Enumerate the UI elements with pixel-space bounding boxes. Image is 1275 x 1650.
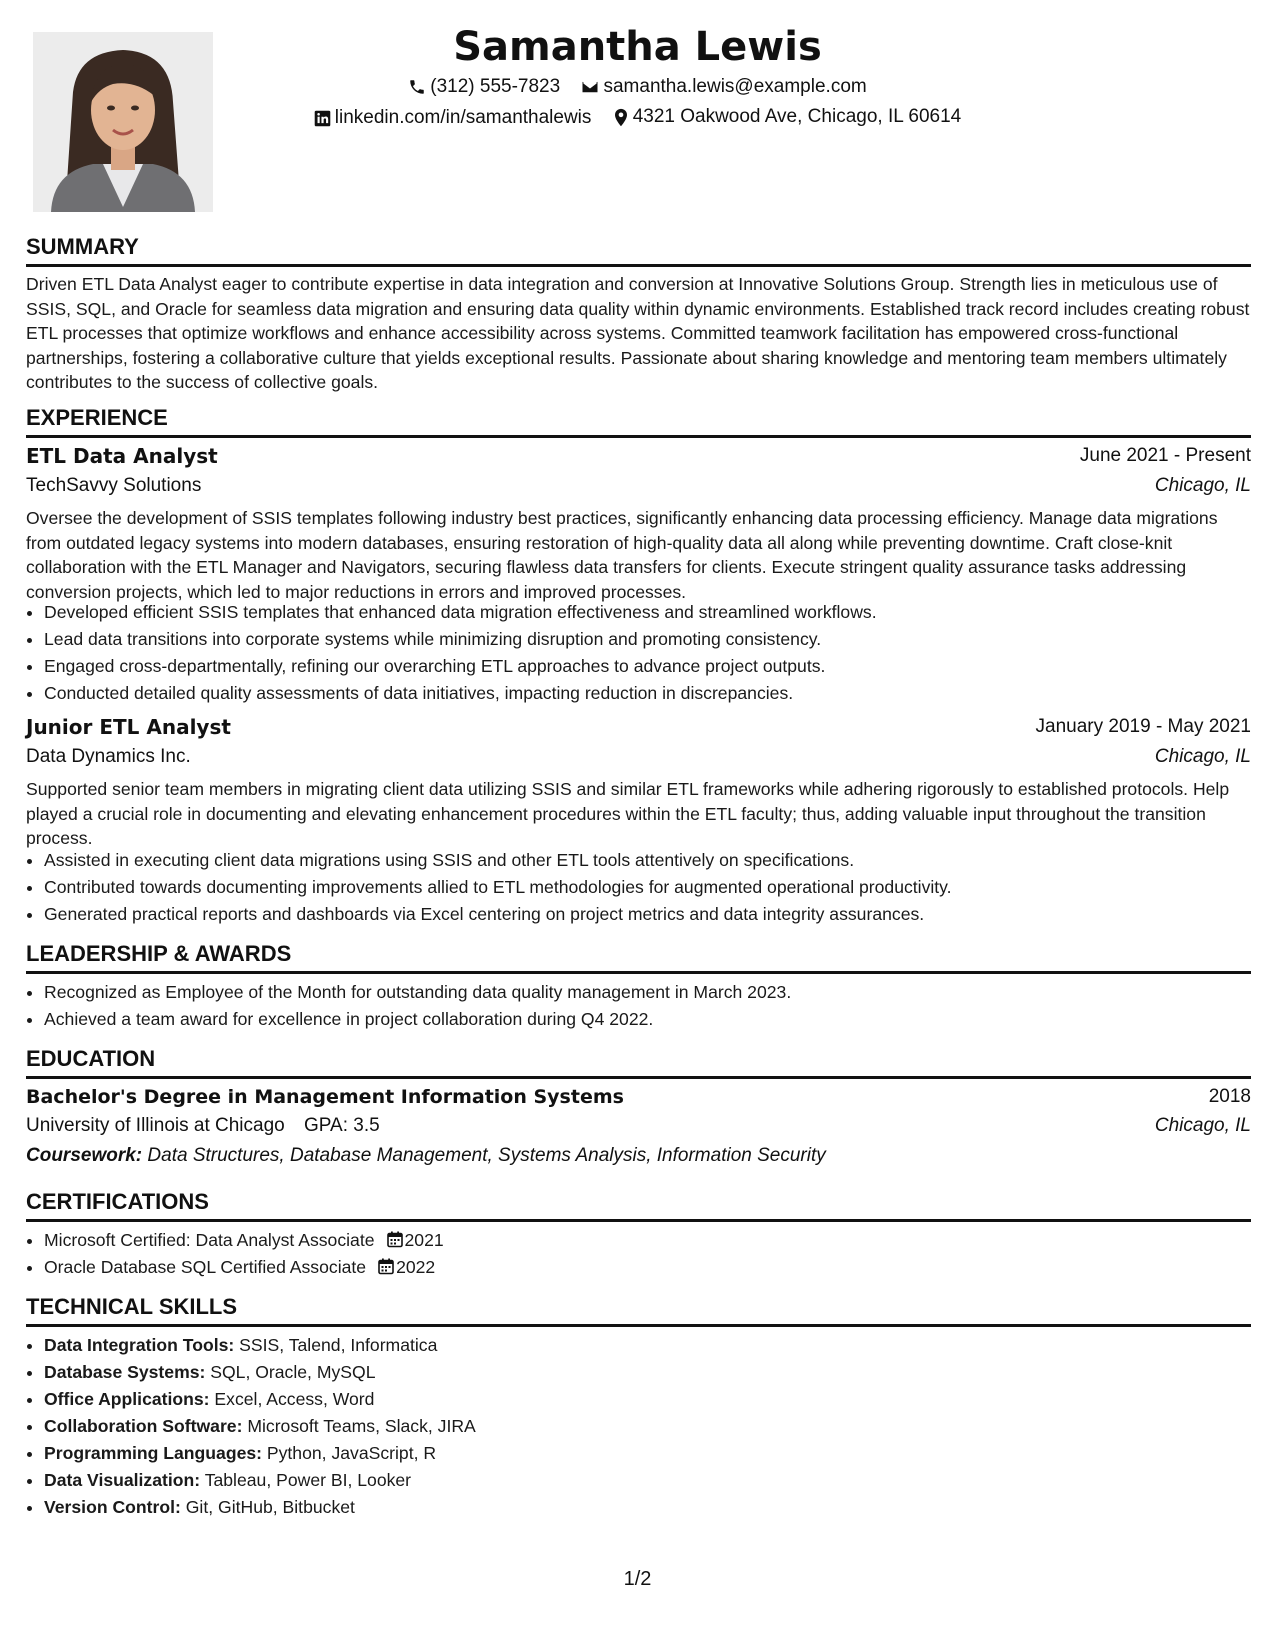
skill-value: SQL, Oracle, MySQL <box>210 1362 376 1382</box>
skill-label: Database Systems: <box>44 1362 206 1382</box>
leadership-bullets <box>26 979 1269 1033</box>
certification-name: Oracle Database SQL Certified Associate <box>44 1257 367 1277</box>
job-title: Junior ETL Analyst <box>26 715 231 739</box>
skill-value: Tableau, Power BI, Looker <box>204 1470 412 1490</box>
school-location: Chicago, IL <box>1154 1115 1251 1136</box>
certification-list <box>26 1227 1269 1281</box>
leadership-heading: LEADERSHIP & AWARDS <box>26 941 1251 974</box>
linkedin-item[interactable] <box>314 107 592 129</box>
skill-value: Python, JavaScript, R <box>266 1443 437 1463</box>
skill-value: Git, GitHub, Bitbucket <box>185 1497 355 1517</box>
graduation-year: 2018 <box>1208 1086 1251 1107</box>
calendar-icon <box>387 1231 403 1248</box>
list-item: • Contributed towards documenting improvements allied to ETL methodologies for augmented operational productivity. <box>44 874 1269 901</box>
certification-year: 2022 <box>396 1257 436 1277</box>
skill-value: SSIS, Talend, Informatica <box>239 1335 438 1355</box>
phone-text: (312) 555-7823 <box>430 76 561 97</box>
skill-label: Data Visualization: <box>44 1470 201 1490</box>
list-item <box>44 1386 1269 1413</box>
phone-item <box>408 76 560 98</box>
page-number: 1/2 <box>623 1568 652 1590</box>
job-location: Chicago, IL <box>1154 746 1251 767</box>
list-item <box>44 1440 1269 1467</box>
list-item: • Developed efficient SSIS templates that enhanced data migration effectiveness and streamlined workflows. <box>44 599 1269 626</box>
coursework-line <box>26 1145 826 1167</box>
list-item <box>44 1359 1269 1386</box>
job-dates: January 2019 - May 2021 <box>1035 716 1251 737</box>
school-name: University of Illinois at Chicago <box>26 1115 285 1136</box>
contact-line-1 <box>0 76 1275 102</box>
job-bullets <box>26 599 1269 707</box>
certification-year: 2021 <box>404 1230 444 1250</box>
experience-heading: EXPERIENCE <box>26 405 1251 438</box>
skill-label: Programming Languages: <box>44 1443 262 1463</box>
list-item: • Lead data transitions into corporate systems while minimizing disruption and promoting consistency. <box>44 626 1269 653</box>
list-item <box>44 1254 1269 1281</box>
list-item <box>44 1332 1269 1359</box>
skill-label: Collaboration Software: <box>44 1416 243 1436</box>
certifications-heading: CERTIFICATIONS <box>26 1189 1251 1222</box>
job-location: Chicago, IL <box>1154 475 1251 496</box>
list-item: • Generated practical reports and dashboards via Excel centering on project metrics and data integrity assurances. <box>44 901 1269 928</box>
degree-title: Bachelor's Degree in Management Information Systems <box>26 1086 624 1108</box>
job-bullets <box>26 847 1269 928</box>
job-dates: June 2021 - Present <box>1079 445 1251 466</box>
skills-list <box>26 1332 1269 1521</box>
skill-label: Office Applications: <box>44 1389 210 1409</box>
list-item <box>44 1227 1269 1254</box>
summary-text: Driven ETL Data Analyst eager to contribute expertise in data integration and conversion at Innovative Solutions Group. Strength lies in meticulous use of SSIS, SQL, and Oracle for seamless data migration and ensuring data quality within dynamic environments. Established track record includes creating robust ETL processes that optimize workflows and enhance accessibility across systems. Committed teamwork facilitation has empowered cross-functional partnerships, fostering a collaborative culture that yields exceptional results. Passionate about sharing knowledge and mentoring team members ultimately contributes to the success of collective goals. <box>26 274 1250 393</box>
job-description: Supported senior team members in migrating client data utilizing SSIS and similar ETL frameworks while adhering rigorously to established protocols. Help played a crucial role in documenting and elevating enhancement procedures within the ETL faculty; thus, adding valuable input throughout the transition process. <box>26 779 1230 849</box>
email-item[interactable] <box>581 76 866 98</box>
linkedin-icon <box>314 110 331 127</box>
job-company: Data Dynamics Inc. <box>26 746 191 767</box>
skills-heading: TECHNICAL SKILLS <box>26 1294 1251 1327</box>
map-pin-icon <box>613 108 629 127</box>
coursework-label: Coursework: <box>26 1145 143 1166</box>
job-description: Oversee the development of SSIS templates following industry best practices, significantly enhancing data processing efficiency. Manage data migrations from outdated legacy systems into modern databases, ensuring restoration of high-quality data all along while preventing downtime. Craft close-knit collaboration with the ETL Manager and Navigators, securing flawless data transfers for clients. Execute stringent quality assurance tasks addressing conversion projects, which led to major reductions in errors and improved processes. <box>26 508 1218 602</box>
list-item: • Engaged cross-departmentally, refining our overarching ETL approaches to advance project outputs. <box>44 653 1269 680</box>
certification-name: Microsoft Certified: Data Analyst Associate <box>44 1230 375 1250</box>
address-text: 4321 Oakwood Ave, Chicago, IL 60614 <box>632 106 962 127</box>
list-item <box>44 1494 1269 1521</box>
email-link[interactable]: samantha.lewis@example.com <box>603 76 867 97</box>
skill-value: Microsoft Teams, Slack, JIRA <box>247 1416 476 1436</box>
list-item <box>44 1413 1269 1440</box>
school-line <box>26 1115 380 1137</box>
job-company: TechSavvy Solutions <box>26 475 202 496</box>
coursework-text: Data Structures, Database Management, Systems Analysis, Information Security <box>147 1145 826 1166</box>
contact-line-2 <box>0 106 1275 133</box>
list-item <box>44 1467 1269 1494</box>
phone-icon <box>408 78 426 96</box>
list-item: • Conducted detailed quality assessments of data initiatives, impacting reduction in discrepancies. <box>44 680 1269 707</box>
list-item: • Achieved a team award for excellence in project collaboration during Q4 2022. <box>44 1006 1269 1033</box>
job-title: ETL Data Analyst <box>26 444 218 468</box>
education-heading: EDUCATION <box>26 1046 1251 1079</box>
linkedin-link[interactable]: linkedin.com/in/samanthalewis <box>334 107 592 128</box>
gpa: GPA: 3.5 <box>304 1115 380 1136</box>
calendar-icon <box>378 1258 394 1275</box>
envelope-icon <box>581 78 599 96</box>
list-item: • Assisted in executing client data migrations using SSIS and other ETL tools attentively on specifications. <box>44 847 1269 874</box>
candidate-name: Samantha Lewis <box>453 24 822 70</box>
summary-heading: SUMMARY <box>26 234 1251 267</box>
skill-label: Version Control: <box>44 1497 181 1517</box>
address-item <box>613 106 962 128</box>
list-item: • Recognized as Employee of the Month for outstanding data quality management in March 2023. <box>44 979 1269 1006</box>
skill-label: Data Integration Tools: <box>44 1335 235 1355</box>
skill-value: Excel, Access, Word <box>214 1389 375 1409</box>
